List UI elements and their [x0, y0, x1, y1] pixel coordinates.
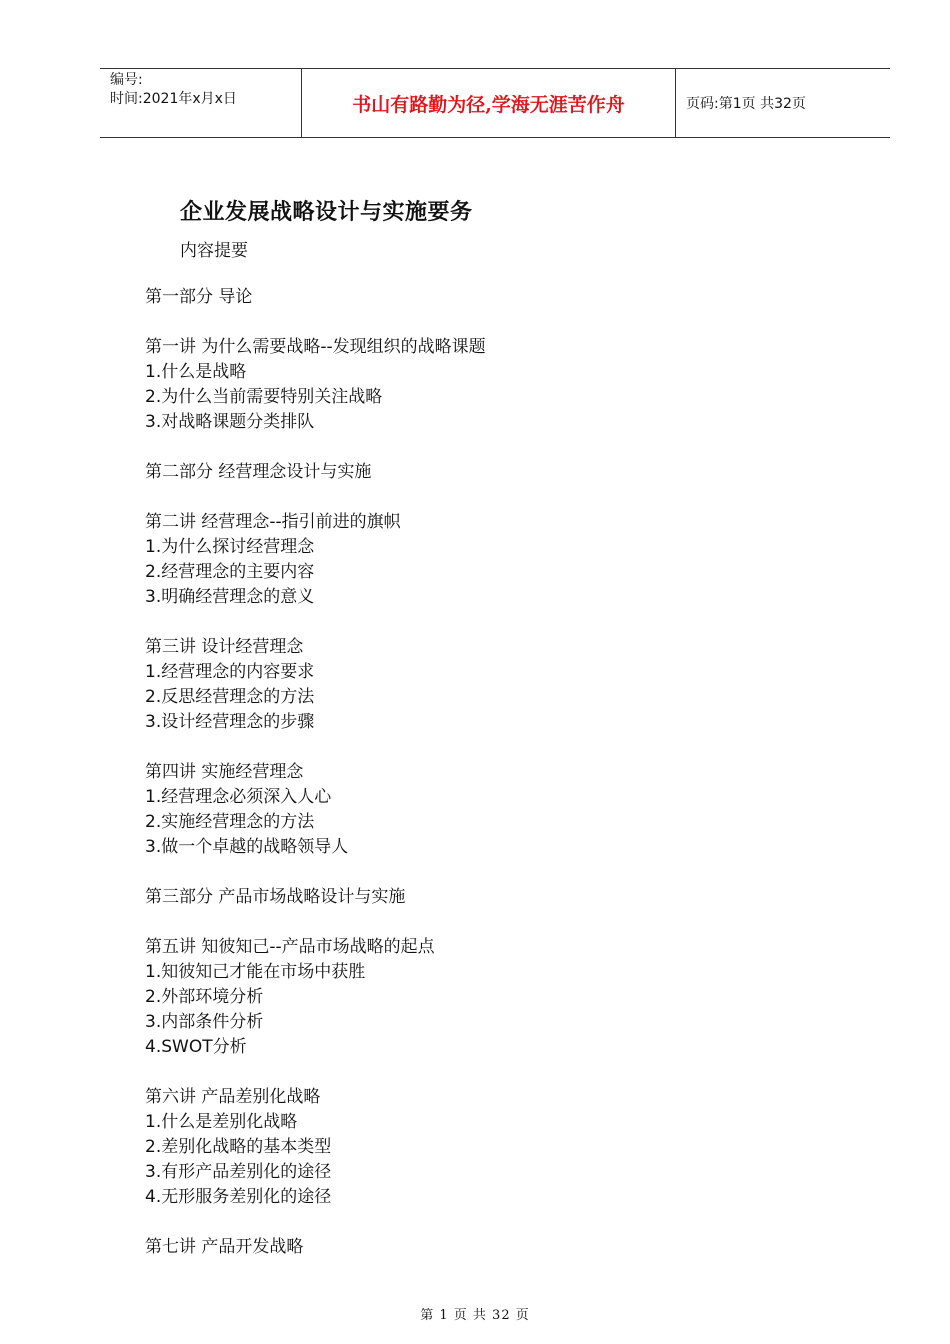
outline-section: [145, 635, 865, 735]
outline-section: [145, 760, 865, 860]
outline-section: [145, 935, 865, 1060]
section-gap: [145, 1210, 865, 1235]
outline-item: 2.经营理念的主要内容: [145, 562, 315, 582]
section-heading: 第一部分 导论: [145, 287, 253, 307]
outline-item: 4.无形服务差别化的途径: [145, 1187, 332, 1207]
section-gap: [145, 910, 865, 935]
section-heading: 第三讲 设计经营理念: [145, 637, 304, 657]
outline-section: [145, 510, 865, 610]
outline-section: [145, 335, 865, 435]
number-label: 编号:: [110, 72, 143, 88]
outline-item: 2.外部环境分析: [145, 987, 264, 1007]
section-heading: 第二讲 经营理念--指引前进的旗帜: [145, 512, 401, 532]
section-gap: [145, 1060, 865, 1085]
section-heading: 第七讲 产品开发战略: [145, 1237, 304, 1257]
section-gap: [145, 435, 865, 460]
section-gap: [145, 310, 865, 335]
outline-item: 3.对战略课题分类排队: [145, 412, 315, 432]
outline-item: 3.明确经营理念的意义: [145, 587, 315, 607]
section-gap: [145, 860, 865, 885]
outline-item: 1.什么是战略: [145, 362, 247, 382]
outline-item: 2.反思经营理念的方法: [145, 687, 315, 707]
outline-item: 3.做一个卓越的战略领导人: [145, 837, 349, 857]
section-heading: 第二部分 经营理念设计与实施: [145, 462, 372, 482]
document-subtitle: 内容提要: [180, 241, 248, 261]
section-heading: 第三部分 产品市场战略设计与实施: [145, 887, 406, 907]
outline-item: 2.为什么当前需要特别关注战略: [145, 387, 383, 407]
outline-item: 1.知彼知己才能在市场中获胜: [145, 962, 366, 982]
outline-section: [145, 460, 865, 485]
outline-item: 3.内部条件分析: [145, 1012, 264, 1032]
outline-section: [145, 885, 865, 910]
outline-item: 3.设计经营理念的步骤: [145, 712, 315, 732]
header-motto: 书山有路勤为径,学海无涯苦作舟: [302, 69, 676, 137]
outline-section: [145, 1085, 865, 1210]
header-page-info: 页码:第1页 共32页: [686, 96, 806, 112]
outline-item: 1.什么是差别化战略: [145, 1112, 298, 1132]
outline-sections: [145, 285, 865, 1260]
document-title: 企业发展战略设计与实施要务: [180, 200, 473, 225]
section-heading: 第一讲 为什么需要战略--发现组织的战略课题: [145, 337, 486, 357]
outline-item: 1.经营理念必须深入人心: [145, 787, 332, 807]
outline-item: 2.实施经营理念的方法: [145, 812, 315, 832]
outline-section: [145, 285, 865, 310]
section-gap: [145, 610, 865, 635]
header-meta: [100, 69, 302, 137]
page-header: [100, 68, 890, 138]
outline-item: 2.差别化战略的基本类型: [145, 1137, 332, 1157]
page-footer: 第 1 页 共 32 页: [420, 1308, 530, 1323]
outline-item: 3.有形产品差别化的途径: [145, 1162, 332, 1182]
time-label: 时间:2021年x月x日: [110, 91, 237, 107]
section-gap: [145, 735, 865, 760]
section-heading: 第六讲 产品差别化战略: [145, 1087, 321, 1107]
outline-item: 4.SWOT分析: [145, 1037, 247, 1057]
outline-section: [145, 1235, 865, 1260]
section-heading: 第五讲 知彼知己--产品市场战略的起点: [145, 937, 435, 957]
outline-item: 1.经营理念的内容要求: [145, 662, 315, 682]
section-heading: 第四讲 实施经营理念: [145, 762, 304, 782]
outline-item: 1.为什么探讨经营理念: [145, 537, 315, 557]
section-gap: [145, 485, 865, 510]
